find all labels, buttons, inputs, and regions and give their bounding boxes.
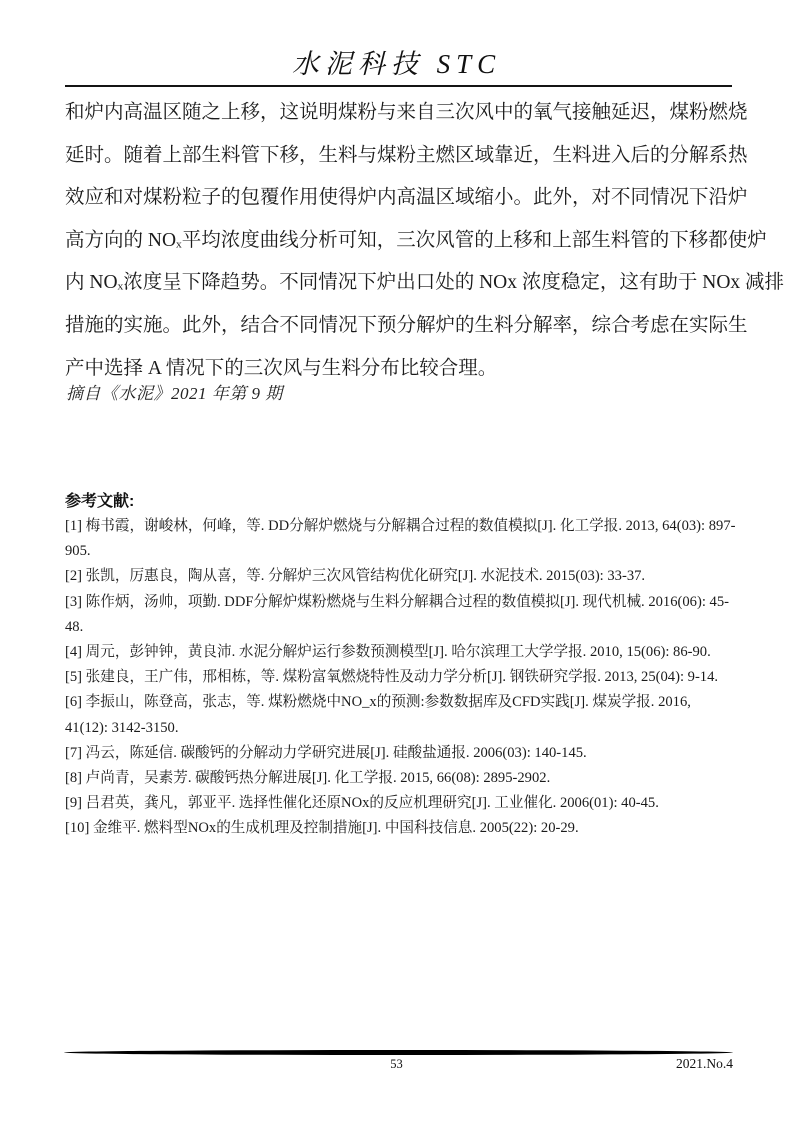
reference-item: [6] 李振山，陈登高，张志，等. 煤粉燃烧中NO_x的预测:参数数据库及CFD实践[J]. 煤炭学报. 2016, 41(12): 3142-3150. — [65, 694, 691, 736]
footer-divider — [64, 1050, 733, 1055]
reference-item: [9] 吕君英，龚凡，郭亚平. 选择性催化还原NOx的反应机理研究[J]. 工业催化. 2006(01): 40-45. — [65, 795, 659, 812]
journal-title: 水泥科技 STC — [291, 49, 502, 79]
references-heading: 参考文献: — [65, 493, 135, 510]
reference-item: [1] 梅书霞，谢峻林，何峰，等. DD分解炉燃烧与分解耦合过程的数值模拟[J]. 化工学报. 2013, 64(03): 897-905. — [65, 518, 736, 560]
paragraph-line: 措施的实施。此外，结合不同情况下预分解炉的生料分解率，综合考虑在实际生 — [65, 314, 748, 336]
references-list — [65, 514, 737, 842]
paragraph-line: 和炉内高温区随之上移，这说明煤粉与来自三次风中的氧气接触延迟，煤粉燃烧 — [65, 102, 748, 123]
paragraph-line: 内 NOₓ浓度呈下降趋势。不同情况下炉出口处的 NOx 浓度稳定，这有助于 NOx 减排 — [65, 272, 785, 294]
reference-item: [8] 卢尚青，吴素芳. 碳酸钙热分解进展[J]. 化工学报. 2015, 66(08): 2895-2902. — [65, 770, 551, 787]
reference-item: [10] 金维平. 燃料型NOx的生成机理及控制措施[J]. 中国科技信息. 2005(22): 20-29. — [65, 820, 579, 837]
article-body — [65, 92, 785, 390]
paragraph-line: 延时。随着上部生料管下移，生料与煤粉主燃区域靠近，生料进入后的分解系热 — [65, 144, 748, 166]
reference-item: [7] 冯云，陈延信. 碳酸钙的分解动力学研究进展[J]. 硅酸盐通报. 2006(03): 140-145. — [65, 744, 587, 761]
header-divider — [65, 85, 732, 87]
paragraph-line: 高方向的 NOₓ平均浓度曲线分析可知，三次风管的上移和上部生料管的下移都使炉 — [65, 229, 767, 251]
issue-label: 2021.No.4 — [676, 1056, 733, 1071]
paragraph-line: 效应和对煤粉粒子的包覆作用使得炉内高温区域缩小。此外，对不同情况下沿炉 — [65, 187, 748, 209]
reference-item: [4] 周元，彭钟钟，黄良沛. 水泥分解炉运行参数预测模型[J]. 哈尔滨理工大学学报. 2010, 15(06): 86-90. — [65, 644, 711, 661]
reference-item: [2] 张凯，厉惠良，陶从喜，等. 分解炉三次风管结构优化研究[J]. 水泥技术. 2015(03): 33-37. — [65, 568, 646, 585]
reference-item: [5] 张建良，王广伟，邢相栋，等. 煤粉富氧燃烧特性及动力学分析[J]. 钢铁研究学报. 2013, 25(04): 9-14. — [65, 669, 719, 686]
page-number: 53 — [390, 1057, 403, 1071]
source-citation: 摘自《水泥》2021 年第 9 期 — [66, 384, 283, 403]
paragraph-line: 产中选择 A 情况下的三次风与生料分布比较合理。 — [65, 357, 498, 379]
reference-item: [3] 陈作炳，汤帅，项勤. DDF分解炉煤粉燃烧与生料分解耦合过程的数值模拟[J]. 现代机械. 2016(06): 45-48. — [65, 593, 729, 635]
